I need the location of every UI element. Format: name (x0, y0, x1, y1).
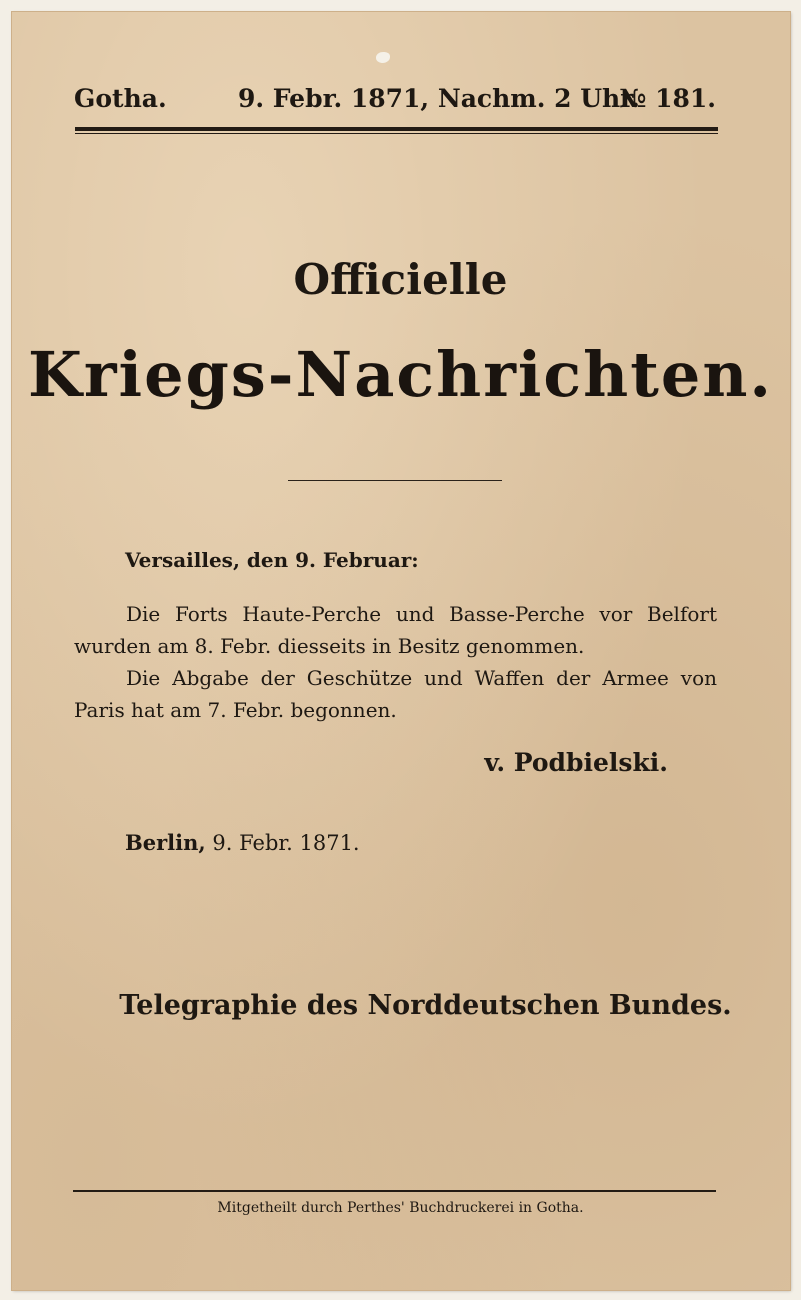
dispatch-signature: v. Podbielski. (484, 748, 668, 777)
masthead (74, 84, 718, 120)
issued-date: 9. Febr. 1871. (212, 831, 360, 855)
title-line-2: Kriegs-Nachrichten. (27, 338, 773, 411)
header-rule-thin (75, 133, 718, 134)
footer-rule (73, 1190, 716, 1192)
masthead-date-time: 9. Febr. 1871, Nachm. 2 Uhr. (238, 84, 640, 113)
issued-place: Berlin, (125, 830, 206, 855)
dispatch-paragraph-1: Die Forts Haute-Perche und Basse-Perche vor Belfort wurden am 8. Febr. diesseits in Besitz genommen. (74, 602, 717, 658)
dispatch-paragraph-2: Die Abgabe der Geschütze und Waffen der Armee von Paris hat am 7. Febr. begonnen. (74, 666, 717, 722)
printer-imprint: Mitgetheilt durch Perthes' Buchdruckerei in Gotha. (217, 1200, 584, 1216)
masthead-issue-number: № 181. (619, 84, 716, 113)
telegraph-office: Telegraphie des Norddeutschen Bundes. (119, 990, 732, 1021)
pin-hole (376, 52, 390, 63)
header-rule-thick (75, 127, 718, 131)
masthead-city: Gotha. (74, 84, 167, 113)
issued-line (125, 830, 360, 855)
dispatch-dateline: Versailles, den 9. Februar: (125, 548, 419, 572)
title-divider (288, 480, 502, 481)
title-line-1: Officielle (293, 255, 508, 304)
